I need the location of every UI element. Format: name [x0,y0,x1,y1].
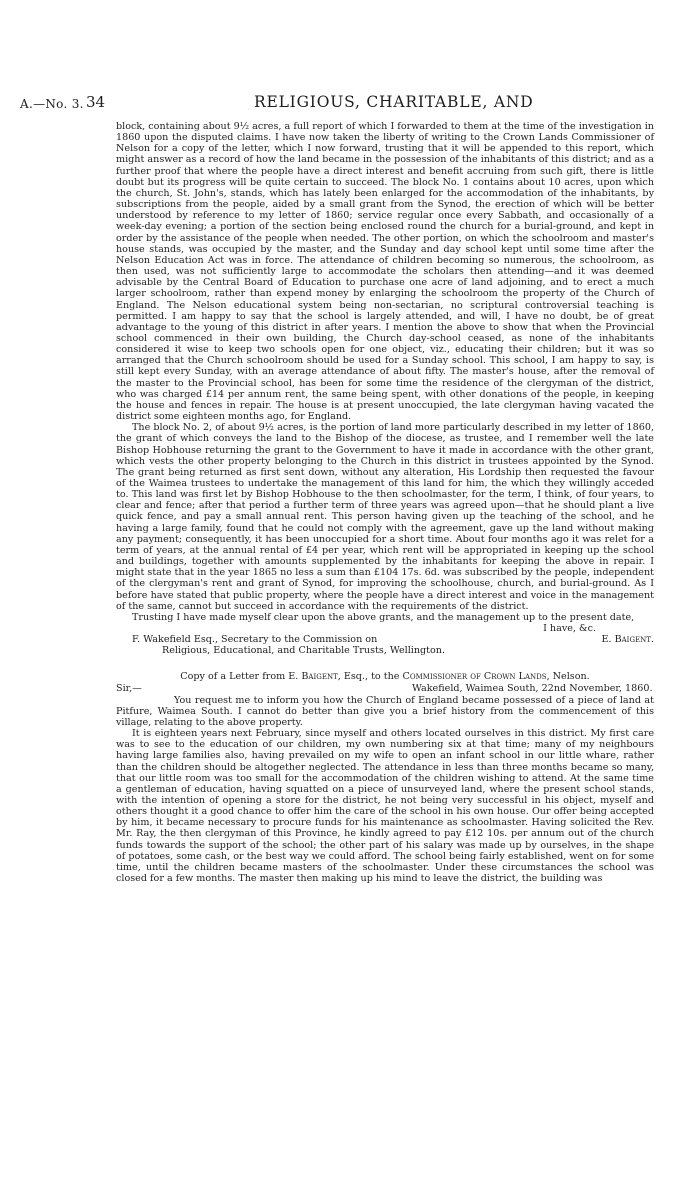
addressee-row-2 [116,645,654,656]
heading-mid: , Esq., to the [337,671,400,683]
letter2-paragraph-1: You request me to inform you how the Church of England became possessed of a piece of land at Pitfure, Waimea South. I cannot do better than give you a brief history from the commencement of this village, relating to the above property. [116,694,654,728]
addressee-line-2: Religious, Educational, and Charitable Trusts, Wellington. [162,645,446,657]
addressee-row [116,634,654,645]
page-number: 34 [86,93,106,111]
letter1-paragraph-3: Trusting I have made myself clear upon the above grants, and the management up to the present date, [132,611,635,623]
heading-suffix: , Nelson. [546,671,590,683]
addressee-line-1: F. Wakefield Esq., Secretary to the Commission on [132,634,378,646]
place-date: Wakefield, Waimea South, 22nd November, 1860. [412,682,653,694]
closing-line: I have, &c. [543,623,596,635]
heading-from: E. Baigent [288,671,338,683]
running-title: RELIGIOUS, CHARITABLE, AND [254,93,534,111]
letter2-paragraph-2: It is eighteen years next February, since myself and others located ourselves in this district. My first care was to see to the education of our children, my own numbering six at that time; many of my neighbours having large families also, having prevailed on my wife to open an infant school in our little whare, rather than the children should be altogether neglected. The attendance in less than three months became so many, that our little room was too small for the accommodation of the children wishing to attend. At the same time a gentleman of education, having squatted on a piece of unsurveyed land, where the present school stands, with the intention of opening a store for the district, he not being very successful in his object, myself and others thought it a good chance to offer him the care of the school in his own house. Our offer being accepted by him, it became necessary to procure funds for his maintenance as schoolmaster. Having solicited the Rev. Mr. Ray, the then clergyman of this Province, he kindly agreed to pay £12 10s. per annum out of the church funds towards the support of the school; the other part of his salary was made up by ourselves, in the shape of potatoes, some cash, or the best way we could afford. The school being fairly established, went on for some time, until the children became masters of the schoolmaster. Under these circumstances the school was closed for a few months. The master then making up his mind to leave the district, the building was [116,728,654,885]
body-text [116,121,654,884]
document-reference: A.—No. 3. [20,97,84,111]
signatory-name: E. Baigent. [601,634,654,646]
closing-row [116,623,654,634]
heading-to: Commissioner of Crown Lands [402,671,547,683]
letter1-paragraph-1: block, containing about 9½ acres, a full report of which I forwarded to them at the time of the investigation in 1860 upon the disputed claims. I have now taken the liberty of writing to the Crown Lands Commissioner of Nelson for a copy of the letter, which I now forward, trusting that it will be appended to this report, which might answer as a record of how the land became in the possession of the inhabitants of this district; and as a further proof that where the people have a direct interest and benefit accruing from such gift, there is little doubt but its progress will be quite certain to succeed. The block No. 1 contains about 10 acres, upon which the church, St. John's, stands, which has lately been enlarged for the accommodation of the inhabitants, by subscriptions from the people, aided by a small grant from the Synod, the erection of which will be better understood by reference to my letter of 1860; service regular once every Sabbath, and occasionally of a week-day evening; a portion of the section being enclosed round the church for a burial-ground, and kept in order by the assistance of the people when needed. The other portion, on which the schoolroom and master's house stands, was occupied by the master, and the Sunday and day school kept until some time after the Nelson Education Act was in force. The attendance of children becoming so numerous, the schoolroom, as then used, was not sufficiently large to accommodate the scholars then attending—and it was deemed advisable by the Central Board of Education to purchase one acre of land adjoining, and to erect a much larger schoolroom, rather than expend money by enlarging the schoolroom the property of the Church of England. The Nelson educational system being non-sectarian, no scriptural controversial teaching is permitted. I am happy to say that the school is largely attended, and will, I have no doubt, be of great advantage to the young of this district in after years. I mention the above to show that when the Provincial school commenced in their own building, the Church day-school ceased, as none of the inhabitants considered it wise to keep two schools open for one object, viz., educating their children; but it was so arranged that the Church schoolroom should be used for a Sunday school. This school, I am happy to say, is still kept every Sunday, with an average attendance of about fifty. The master's house, after the removal of the master to the Provincial school, has been for some time the residence of the clergyman of the district, who was charged £14 per annum rent, the same being spent, with other donations of the people, in keeping the house and fences in repair. The house is at present unoccupied, the late clergyman having vacated the district some eighteen months ago, for England. [116,121,654,423]
salutation-row [116,683,654,695]
letter2-heading [116,671,654,682]
heading-prefix: Copy of a Letter from [180,671,286,683]
salutation: Sir,— [116,682,142,694]
letter1-paragraph-2: The block No. 2, of about 9½ acres, is the portion of land more particularly described in my letter of 1860, the grant of which conveys the land to the Bishop of the diocese, as trustee, and I remember well the late Bishop Hobhouse returning the grant to the Government to have it made in accordance with the other grant, which vests the other property belonging to the Church in this district in trustees appointed by the Synod. The grant being returned as first sent down, without any alteration, His Lordship then requested the favour of the Waimea trustees to undertake the management of this land for him, the which they willingly acceded to. This land was first let by Bishop Hobhouse to the then schoolmaster, for the term, I think, of four years, to clear and fence; after that period a further term of three years was agreed upon—that he should plant a live quick fence, and pay a small annual rent. This person having given up the teaching of the school, and he having a large family, found that he could not comply with the agreement, gave up the land without making any payment; consequently, it has been unoccupied for a short time. About four months ago it was relet for a term of years, at the annual rental of £4 per year, which rent will be appropriated in keeping up the school and buildings, together with amounts supplemented by the inhabitants for keeping the above in repair. I might state that in the year 1865 no less a sum than £104 17s. 6d. was subscribed by the people, independent of the clergyman's rent and grant of Synod, for improving the schoolhouse, church, and burial-ground. As I before have stated that public property, where the people have a direct interest and voice in the management of the same, cannot but succeed in accordance with the requirements of the district. [116,422,654,612]
